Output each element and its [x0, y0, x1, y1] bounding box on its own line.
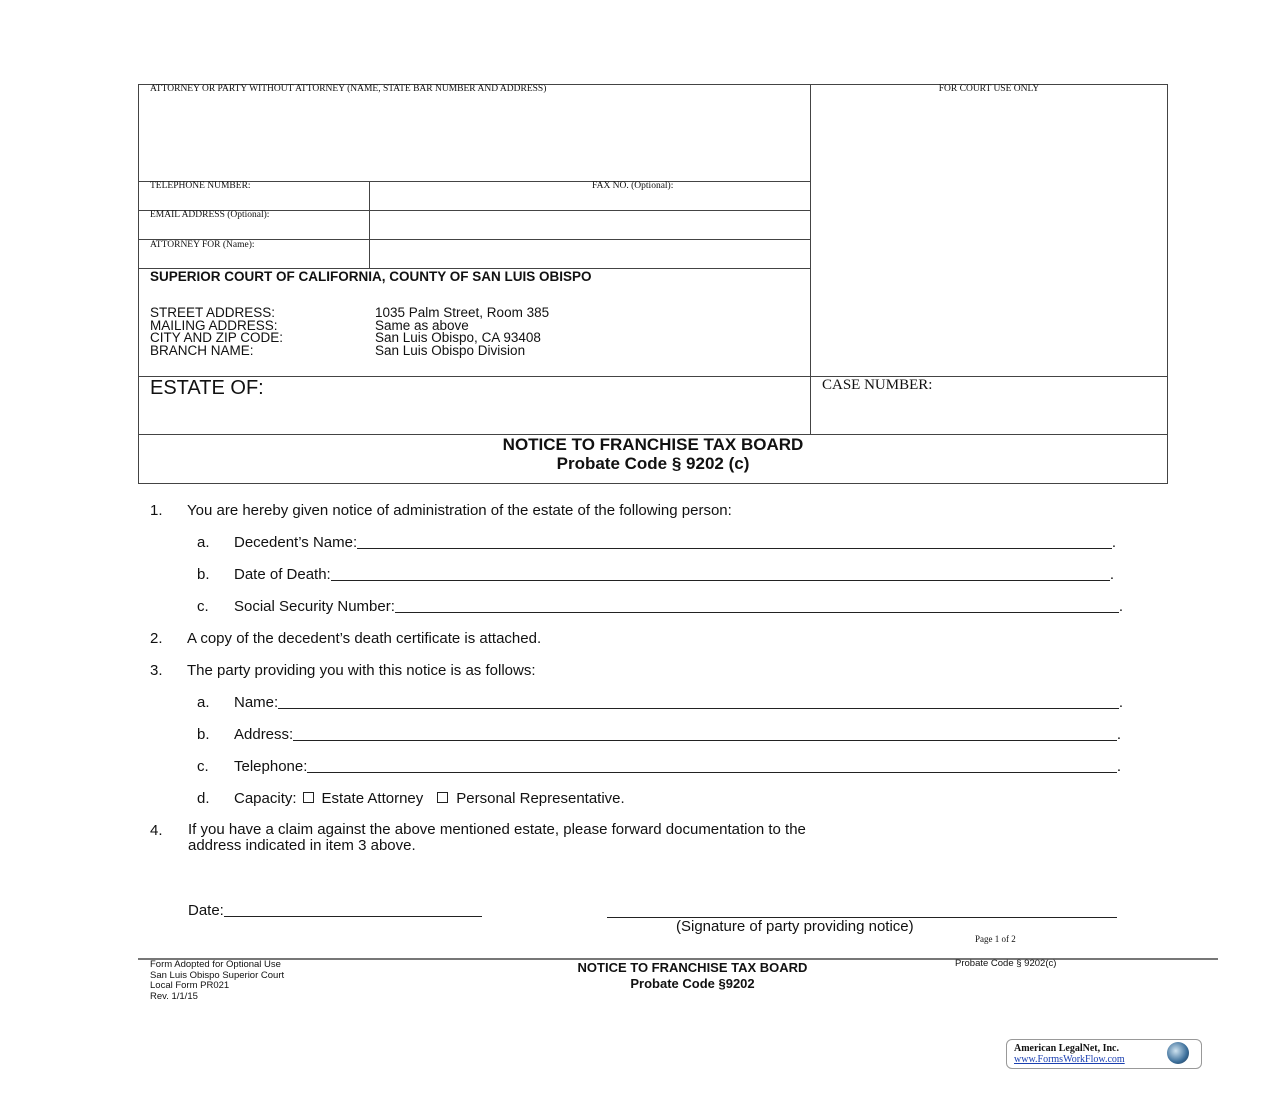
party-address-label: Address:	[234, 726, 294, 743]
party-name-field[interactable]	[278, 694, 1119, 709]
email-field[interactable]	[371, 212, 808, 238]
date-of-death-field[interactable]	[331, 566, 1110, 581]
brand-name: American LegalNet, Inc.	[1014, 1043, 1119, 1054]
item-4-number: 4.	[150, 822, 163, 839]
date-field[interactable]	[224, 902, 482, 917]
item-3-number: 3.	[150, 662, 163, 679]
footer-title: NOTICE TO FRANCHISE TAX BOARD	[577, 960, 808, 975]
personal-representative-label: Personal Representative.	[456, 790, 625, 807]
box-border-left	[138, 84, 139, 484]
court-use-label: FOR COURT USE ONLY	[938, 84, 1040, 94]
telephone-label: TELEPHONE NUMBER:	[150, 181, 251, 191]
date-label: Date:	[188, 902, 224, 919]
address-values	[375, 307, 549, 357]
brand-badge[interactable]	[1006, 1039, 1202, 1069]
mailing-address-value: Same as above	[375, 317, 469, 333]
form-title-block	[138, 435, 1168, 473]
party-telephone-label: Telephone:	[234, 758, 308, 775]
capacity-label: Capacity:	[234, 790, 297, 807]
personal-representative-checkbox[interactable]	[437, 792, 448, 803]
page-number: Page 1 of 2	[975, 934, 1016, 944]
form-subtitle: Probate Code § 9202 (c)	[556, 454, 750, 473]
form-title: NOTICE TO FRANCHISE TAX BOARD	[502, 435, 804, 454]
party-telephone-row: Telephone: .	[234, 758, 1121, 775]
case-number-label: CASE NUMBER:	[822, 377, 933, 393]
ssn-field[interactable]	[395, 598, 1119, 613]
party-address-row: Address: .	[234, 726, 1121, 743]
attorney-for-label: ATTORNEY FOR (Name):	[150, 240, 255, 250]
attorney-label: ATTORNEY OR PARTY WITHOUT ATTORNEY (NAME, STATE BAR NUMBER AND ADDRESS)	[150, 84, 547, 94]
address-labels	[150, 307, 283, 357]
city-zip-label: CITY AND ZIP CODE:	[150, 330, 284, 346]
item-1c-letter: c.	[197, 598, 209, 615]
date-of-death-row: Date of Death: .	[234, 566, 1114, 583]
brand-link[interactable]: www.FormsWorkFlow.com	[1014, 1054, 1125, 1065]
city-zip-value: San Luis Obispo, CA 93408	[375, 330, 541, 346]
party-address-field[interactable]	[293, 726, 1117, 741]
footer-right: Probate Code § 9202(c)	[955, 958, 1057, 969]
item-1b-letter: b.	[197, 566, 210, 583]
attorney-field[interactable]	[140, 97, 808, 179]
item-1a-letter: a.	[197, 534, 210, 551]
decedent-name-label: Decedent’s Name:	[234, 534, 358, 551]
decedent-name-field[interactable]	[357, 534, 1112, 549]
box-border-bottom	[138, 483, 1168, 484]
item-3b-letter: b.	[197, 726, 210, 743]
item-2-text: A copy of the decedent’s death certificate is attached.	[187, 630, 542, 647]
estate-attorney-label: Estate Attorney	[321, 790, 424, 807]
date-row	[188, 902, 482, 919]
party-name-label: Name:	[234, 694, 279, 711]
street-address-label: STREET ADDRESS:	[150, 305, 276, 320]
item-4-line-2: address indicated in item 3 above.	[188, 837, 416, 854]
footer-title-block	[490, 960, 895, 992]
box-border-right	[1167, 84, 1168, 484]
footer-left-line: Rev. 1/1/15	[150, 990, 198, 1002]
estate-attorney-checkbox[interactable]	[303, 792, 314, 803]
divider	[369, 181, 370, 268]
item-3-text: The party providing you with this notice is as follows:	[187, 662, 536, 679]
signature-field[interactable]	[607, 903, 1117, 918]
capacity-row	[234, 790, 625, 807]
item-3d-letter: d.	[197, 790, 210, 807]
telephone-field[interactable]	[371, 195, 808, 209]
item-4-line-1: If you have a claim against the above mentioned estate, please forward documentation to the	[188, 821, 806, 838]
footer-left-line: Form Adopted for Optional Use	[150, 959, 281, 970]
column-divider	[810, 84, 811, 434]
item-3c-letter: c.	[197, 758, 209, 775]
item-4-text	[188, 822, 806, 854]
party-telephone-field[interactable]	[307, 758, 1116, 773]
footer-left-line: San Luis Obispo Superior Court	[150, 969, 285, 981]
party-name-row: Name: .	[234, 694, 1123, 711]
decedent-name-row: Decedent’s Name: .	[234, 534, 1116, 551]
item-3a-letter: a.	[197, 694, 210, 711]
estate-of-label: ESTATE OF:	[150, 377, 264, 399]
ssn-label: Social Security Number:	[234, 598, 395, 615]
court-name: SUPERIOR COURT OF CALIFORNIA, COUNTY OF SAN LUIS OBISPO	[150, 269, 592, 284]
branch-name-value: San Luis Obispo Division	[375, 342, 526, 358]
signature-label: (Signature of party providing notice)	[676, 918, 914, 935]
mailing-address-label: MAILING ADDRESS:	[150, 317, 278, 333]
date-of-death-label: Date of Death:	[234, 566, 331, 583]
footer-subtitle: Probate Code §9202	[630, 976, 755, 991]
email-label: EMAIL ADDRESS (Optional):	[150, 210, 270, 220]
item-2-number: 2.	[150, 630, 163, 647]
street-address-value: 1035 Palm Street, Room 385	[375, 305, 550, 320]
attorney-for-field[interactable]	[371, 241, 808, 267]
item-1-number: 1.	[150, 502, 163, 519]
ssn-row: Social Security Number: .	[234, 598, 1123, 615]
branch-name-label: BRANCH NAME:	[150, 342, 254, 358]
divider	[138, 376, 1168, 377]
footer-left-line: Local Form PR021	[150, 980, 230, 991]
footer-left	[150, 960, 284, 1002]
item-1-text: You are hereby given notice of administration of the estate of the following person:	[187, 502, 732, 519]
globe-icon	[1167, 1042, 1189, 1064]
fax-label: FAX NO. (Optional):	[592, 181, 674, 191]
